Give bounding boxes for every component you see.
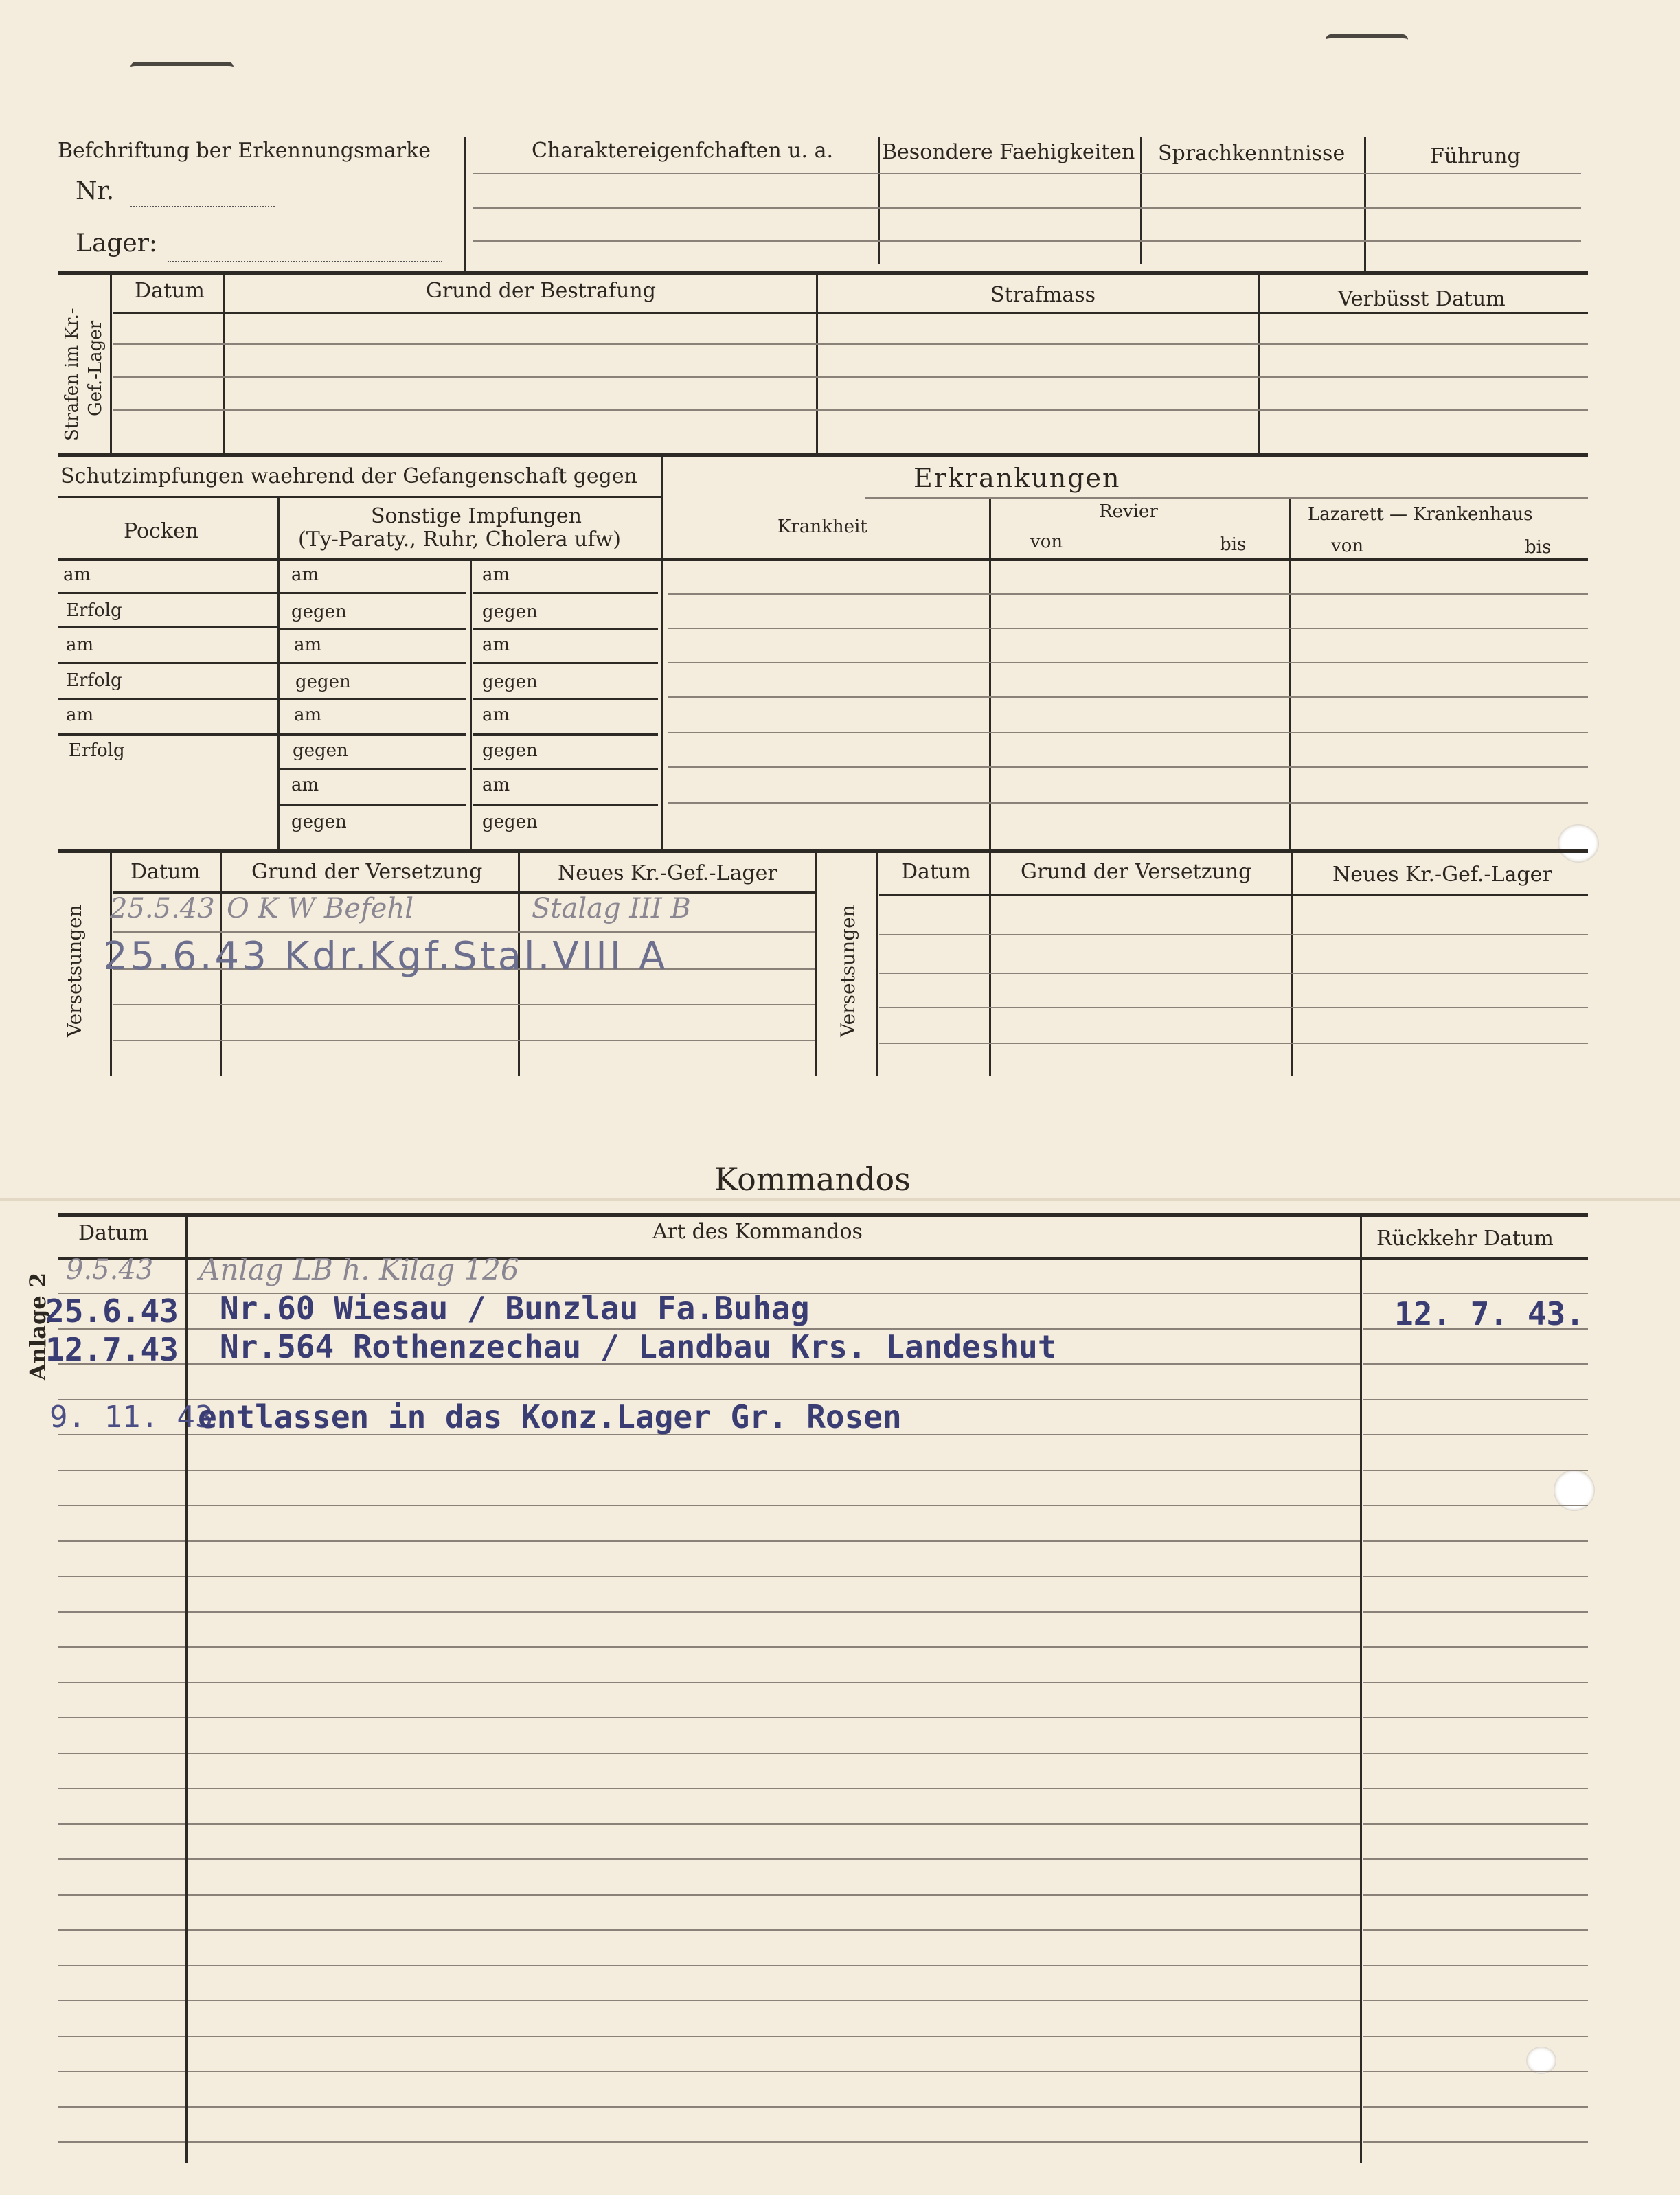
sonstige-header: Sonstige Impfungen (371, 504, 582, 528)
kommando-rule (188, 1823, 1360, 1825)
kommando-rule (1363, 1293, 1588, 1294)
versetz-row1-grund: O K W Befehl (227, 893, 414, 924)
sonst-gegen-4b: gegen (482, 812, 538, 832)
revier-bis: bis (1220, 534, 1247, 555)
kommandos-title: Kommandos (714, 1161, 911, 1198)
sonst-am-1b: am (482, 565, 510, 585)
nr-field (130, 185, 275, 207)
kommando-rule (58, 2036, 185, 2037)
versetzungen-side-left: Versetsungen (63, 905, 86, 1037)
kommando-rule (188, 2036, 1360, 2037)
kommando-rule (58, 1646, 185, 1648)
sonst-am-3a: am (294, 705, 322, 725)
versetz-grund-header-left: Grund der Versetzung (251, 860, 483, 884)
lazarett-header: Lazarett — Krankenhaus (1308, 504, 1533, 525)
kommando-rule (58, 1611, 185, 1613)
charakter-header: Charaktereigenfchaften u. a. (532, 139, 834, 163)
kommando-rule (58, 1894, 185, 1896)
kommando-rule (58, 1540, 185, 1542)
kommando-rule (1363, 1505, 1588, 1506)
kommando-3-art: Nr.564 Rothenzechau / Landbau Krs. Landeshut (220, 1328, 1057, 1365)
sonst-gegen-1a: gegen (291, 602, 347, 622)
befchriftung-label: Befchriftung ber Erkennungsmarke (58, 139, 431, 163)
kommando-rule (58, 1753, 185, 1754)
sonst-am-4b: am (482, 775, 510, 795)
sonst-am-4a: am (291, 775, 319, 795)
kommando-rule (188, 1576, 1360, 1577)
kommando-rule (58, 1717, 185, 1718)
strafen-side-label-2: Gef.-Lager (85, 320, 106, 416)
kommando-rule (58, 2106, 185, 2108)
staple-mark-left (130, 62, 234, 76)
kommando-rule (58, 1470, 185, 1471)
kommando-rule (1363, 1576, 1588, 1577)
kommando-rule (188, 2141, 1360, 2143)
versetz-grund-header-right: Grund der Versetzung (1021, 860, 1252, 884)
sonst-am-2b: am (482, 635, 510, 655)
lazarett-bis: bis (1525, 537, 1552, 558)
kommando-rule (188, 2106, 1360, 2108)
strafen-side-label: Strafen im Kr.- (62, 308, 82, 441)
kommando-rule (58, 1929, 185, 1931)
versetz-datum-header-left: Datum (130, 860, 201, 884)
versetz-neues-header-right: Neues Kr.-Gef.-Lager (1332, 863, 1552, 887)
anlage-label: Anlage 2 (25, 1272, 51, 1380)
pocken-erfolg-1: Erfolg (66, 600, 122, 621)
kommando-rule (188, 1894, 1360, 1896)
kommando-rule (1363, 1717, 1588, 1718)
versetz-row1-lager: Stalag III B (532, 893, 691, 924)
erkrankungen-title: Erkrankungen (913, 463, 1121, 493)
kommando-rule (1363, 1399, 1588, 1400)
punch-hole-3 (1526, 2047, 1556, 2074)
kommando-rule (188, 2071, 1360, 2072)
lager-field (168, 240, 442, 262)
kommando-rule (188, 2000, 1360, 2001)
kommando-2-rueckkehr: 12. 7. 43. (1394, 1295, 1585, 1332)
kommando-rule (188, 1682, 1360, 1683)
lager-label: Lager: (76, 229, 158, 258)
kommando-rule (188, 1470, 1360, 1471)
kommando-rule (58, 1576, 185, 1577)
kommando-rule (1363, 2036, 1588, 2037)
strafmass-header: Strafmass (990, 283, 1096, 307)
kommando-rule (1363, 1470, 1588, 1471)
strafen-grund-header: Grund der Bestrafung (426, 279, 656, 303)
kommando-rule (1363, 1894, 1588, 1896)
kommando-rule (1363, 2071, 1588, 2072)
kommando-rule (188, 1505, 1360, 1506)
kommando-rule (188, 1753, 1360, 1754)
kommando-rule (1363, 1965, 1588, 1966)
kommando-rule (1363, 1788, 1588, 1789)
versetz-stamp: 25.6.43 Kdr.Kgf.Stal.VIII A (103, 934, 668, 979)
kommando-rule (1363, 2106, 1588, 2108)
kommando-rule (58, 2071, 185, 2072)
lazarett-von: von (1331, 536, 1364, 556)
kommando-rule (188, 1540, 1360, 1542)
kommando-rule (1363, 2141, 1588, 2143)
kommando-rule (1363, 1753, 1588, 1754)
kommando-rule (188, 1717, 1360, 1718)
strafen-datum-header: Datum (135, 279, 205, 303)
pocken-header: Pocken (124, 519, 199, 543)
kommando-rule (188, 1858, 1360, 1860)
fuehrung-header: Führung (1430, 144, 1521, 168)
kommando-rule (188, 1965, 1360, 1966)
sprach-header: Sprachkenntnisse (1158, 141, 1346, 166)
versetzungen-side-right: Versetsungen (837, 905, 859, 1037)
revier-header: Revier (1099, 501, 1158, 522)
kommando-rule (188, 1788, 1360, 1789)
kommando-2-art: Nr.60 Wiesau / Bunzlau Fa.Buhag (220, 1290, 810, 1327)
pocken-erfolg-2: Erfolg (66, 670, 122, 691)
kommando-rule (58, 1965, 185, 1966)
staple-mark-right (1326, 34, 1408, 48)
sonst-gegen-3a: gegen (293, 740, 348, 761)
kommando-rule (58, 2141, 185, 2143)
kommando-rule (1363, 1858, 1588, 1860)
sonst-gegen-1b: gegen (482, 602, 538, 622)
sonst-gegen-2a: gegen (295, 672, 351, 692)
kommando-rule (1363, 1646, 1588, 1648)
pocken-am-3: am (66, 705, 94, 725)
kommando-rule (188, 1929, 1360, 1931)
kommando-2-datum: 25.6.43 (45, 1293, 179, 1330)
kommando-rule (1363, 1363, 1588, 1365)
kommandos-art-header: Art des Kommandos (652, 1220, 863, 1244)
kommando-rule (1363, 1682, 1588, 1683)
fold-line (0, 1198, 1680, 1201)
kommando-rule (58, 2000, 185, 2001)
impf-title: Schutzimpfungen waehrend der Gefangenschaft gegen (60, 464, 637, 488)
sonst-am-3b: am (482, 705, 510, 725)
pocken-am-1: am (63, 565, 91, 585)
revier-von: von (1030, 532, 1063, 552)
kommando-4-datum: 9. 11. 43. (49, 1400, 231, 1435)
kommando-rule (58, 1788, 185, 1789)
punch-hole-1 (1558, 824, 1599, 863)
kommando-1-datum: 9.5.43 (66, 1254, 154, 1286)
verbuesst-header: Verbüsst Datum (1338, 287, 1506, 311)
kommandos-datum-header: Datum (78, 1221, 148, 1245)
sonst-gegen-3b: gegen (482, 740, 538, 761)
kommando-rule (1363, 1611, 1588, 1613)
versetz-neues-header-left: Neues Kr.-Gef.-Lager (558, 861, 777, 885)
pocken-am-2: am (66, 635, 94, 655)
kommando-rule (188, 1611, 1360, 1613)
kommando-rule (1363, 1434, 1588, 1435)
sonst-gegen-4a: gegen (291, 812, 347, 832)
sonst-am-1a: am (291, 565, 319, 585)
kommando-rule (1363, 1540, 1588, 1542)
kommando-1-art: Anlag LB h. Kilag 126 (199, 1253, 519, 1286)
kommando-rule (58, 1823, 185, 1825)
faehigkeiten-header: Besondere Faehigkeiten (882, 140, 1135, 164)
kommando-rule (1363, 1929, 1588, 1931)
kommando-rule (1363, 1823, 1588, 1825)
kommando-rule (58, 1682, 185, 1683)
kommando-rule (58, 1505, 185, 1506)
kommando-3-datum: 12.7.43 (45, 1331, 179, 1368)
sonstige-header-2: (Ty-Paraty., Ruhr, Cholera ufw) (298, 527, 621, 551)
versetz-datum-header-right: Datum (901, 860, 971, 884)
kommando-rule (1363, 2000, 1588, 2001)
sonst-gegen-2b: gegen (482, 672, 538, 692)
nr-label: Nr. (76, 177, 115, 205)
krankheit-header: Krankheit (777, 516, 867, 537)
kommando-rule (58, 1858, 185, 1860)
kommando-4-art: entlassen in das Konz.Lager Gr. Rosen (198, 1398, 902, 1435)
kommando-rule (188, 1646, 1360, 1648)
pocken-erfolg-3: Erfolg (69, 740, 125, 761)
sonst-am-2a: am (294, 635, 322, 655)
kommandos-rueckkehr-header: Rückkehr Datum (1376, 1227, 1554, 1251)
versetz-row1-datum: 25.5.43 (110, 893, 215, 924)
